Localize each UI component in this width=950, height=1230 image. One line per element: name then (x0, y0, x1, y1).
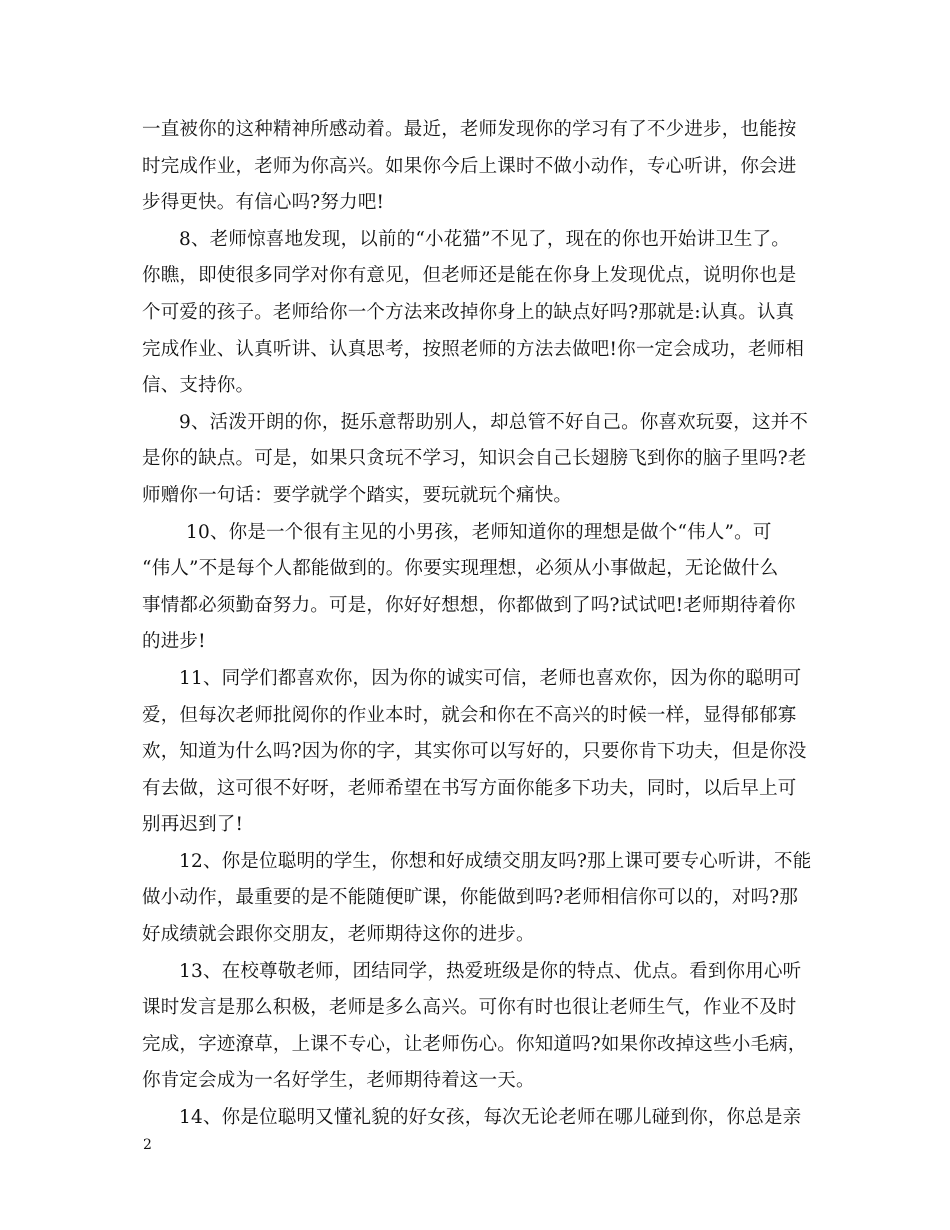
text-line: 时完成作业，老师为你高兴。如果你今后上课时不做小动作，专心听讲，你会进 (142, 155, 797, 177)
text-line: 做小动作，最重要的是不能随便旷课，你能做到吗?老师相信你可以的，对吗?那 (142, 887, 799, 909)
text-line: 你肯定会成为一名好学生，老师期待着这一天。 (142, 1070, 535, 1092)
paragraph-start-line: 13、在校尊敬老师，团结同学，热爱班级是你的特点、优点。看到你用心听 (179, 960, 802, 982)
text-line: 一直被你的这种精神所感动着。最近，老师发现你的学习有了不少进步，也能按 (142, 119, 797, 140)
text-line: 欢，知道为什么吗?因为你的字，其实你可以写好的，只要你肯下功夫，但是你没 (142, 741, 807, 763)
text-line: 事情都必须勤奋努力。可是，你好好想想，你都做到了吗?试试吧!老师期待着你 (142, 594, 796, 616)
text-line: 课时发言是那么积极，老师是多么高兴。可你有时也很让老师生气，作业不及时 (142, 997, 797, 1019)
text-line: 别再迟到了! (142, 814, 244, 836)
paragraph-start-line: 10、你是一个很有主见的小男孩，老师知道你的理想是做个“伟人”。可 (186, 521, 772, 543)
text-line: 个可爱的孩子。老师给你一个方法来改掉你身上的缺点好吗?那就是:认真。认真 (142, 301, 795, 323)
text-line: 的进步! (142, 631, 206, 653)
paragraph-start-line: 8、老师惊喜地发现，以前的“小花猫”不见了，现在的你也开始讲卫生了。 (179, 228, 790, 250)
text-line: 完成，字迹潦草，上课不专心，让老师伤心。你知道吗?如果你改掉这些小毛病， (142, 1033, 807, 1055)
paragraph-start-line: 11、同学们都喜欢你，因为你的诚实可信，老师也喜欢你，因为你的聪明可 (179, 667, 802, 689)
text-line: 是你的缺点。可是，如果只贪玩不学习，知识会自己长翅膀飞到你的脑子里吗?老 (142, 448, 807, 470)
text-line: “伟人”不是每个人都能做到的。你要实现理想，必须从小事做起，无论做什么 (142, 558, 779, 580)
text-line: 师赠你一句话：要学就学个踏实，要玩就玩个痛快。 (142, 484, 573, 506)
text-line: 完成作业、认真听讲、认真思考，按照老师的方法去做吧!你一定会成功，老师相 (142, 338, 805, 360)
body-text (142, 112, 816, 1137)
page-number: 2 (143, 1137, 152, 1153)
text-line: 有去做，这可很不好呀，老师希望在书写方面你能多下功夫，同时，以后早上可 (142, 777, 797, 799)
text-line: 信、支持你。 (142, 375, 255, 397)
paragraph-start-line: 14、你是位聪明又懂礼貌的好女孩，每次无论老师在哪儿碰到你，你总是亲 (179, 1107, 802, 1129)
text-line: 你瞧，即使很多同学对你有意见，但老师还是能在你身上发现优点，说明你也是 (142, 265, 797, 287)
text-line: 爱，但每次老师批阅你的作业本时，就会和你在不高兴的时候一样，显得郁郁寡 (142, 704, 797, 726)
paragraph-start-line: 12、你是位聪明的学生，你想和好成绩交朋友吗?那上课可要专心听讲，不能 (179, 850, 812, 872)
paragraph-start-line: 9、活泼开朗的你，挺乐意帮助别人，却总管不好自己。你喜欢玩耍，这并不 (179, 411, 809, 433)
text-line: 好成绩就会跟你交朋友，老师期待这你的进步。 (142, 924, 535, 946)
text-line: 步得更快。有信心吗?努力吧! (142, 192, 385, 214)
